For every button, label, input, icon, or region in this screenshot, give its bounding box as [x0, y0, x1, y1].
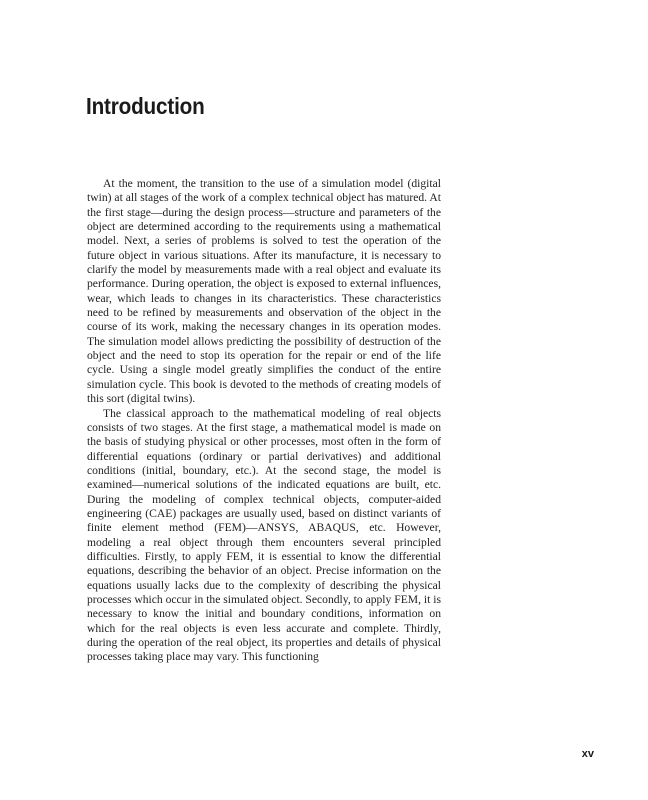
- paragraph: At the moment, the transition to the use of a simulation model (digital twin) at all stages of the work of a complex technical object has matured. At the first stage—during the design process—structure and parameters of the object are determined according to the requirements using a mathematical model. Next, a series of problems is solved to test the operation of the future object in various situations. After its manufacture, it is necessary to clarify the model by measurements made with a real object and evaluate its performance. During operation, the object is exposed to external influences, wear, which leads to changes in its characteristics. These characteristics need to be refined by measurements and observation of the object in the course of its work, making the necessary changes in its operation modes. The simulation model allows predicting the possibility of destruction of the object and the need to stop its operation for the repair or end of the life cycle. Using a single model greatly simplifies the conduct of the entire simulation cycle. This book is devoted to the methods of creating models of this sort (digital twins).: [87, 177, 441, 406]
- body-text: [87, 177, 441, 665]
- paragraph: The classical approach to the mathematical modeling of real objects consists of two stages. At the first stage, a mathematical model is made on the basis of studying physical or other processes, most often in the form of differential equations (ordinary or partial derivatives) and additional conditions (initial, boundary, etc.). At the second stage, the model is examined—numerical solutions of the indicated equations are built, etc. During the modeling of complex technical objects, computer-aided engineering (CAE) packages are usually used, based on distinct variants of finite element method (FEM)—ANSYS, ABAQUS, etc. However, modeling a real object through them encounters several principled difficulties. Firstly, to apply FEM, it is essential to know the differential equations, describing the behavior of an object. Precise information on the equations usually lacks due to the complexity of describing the physical processes which occur in the simulated object. Secondly, to apply FEM, it is necessary to know the initial and boundary conditions, information on which for the real objects is even less accurate and complete. Thirdly, during the operation of the real object, its properties and details of physical processes taking place may vary. This functioning: [87, 406, 441, 664]
- page-number: xv: [581, 748, 594, 760]
- chapter-title: Introduction: [86, 93, 205, 119]
